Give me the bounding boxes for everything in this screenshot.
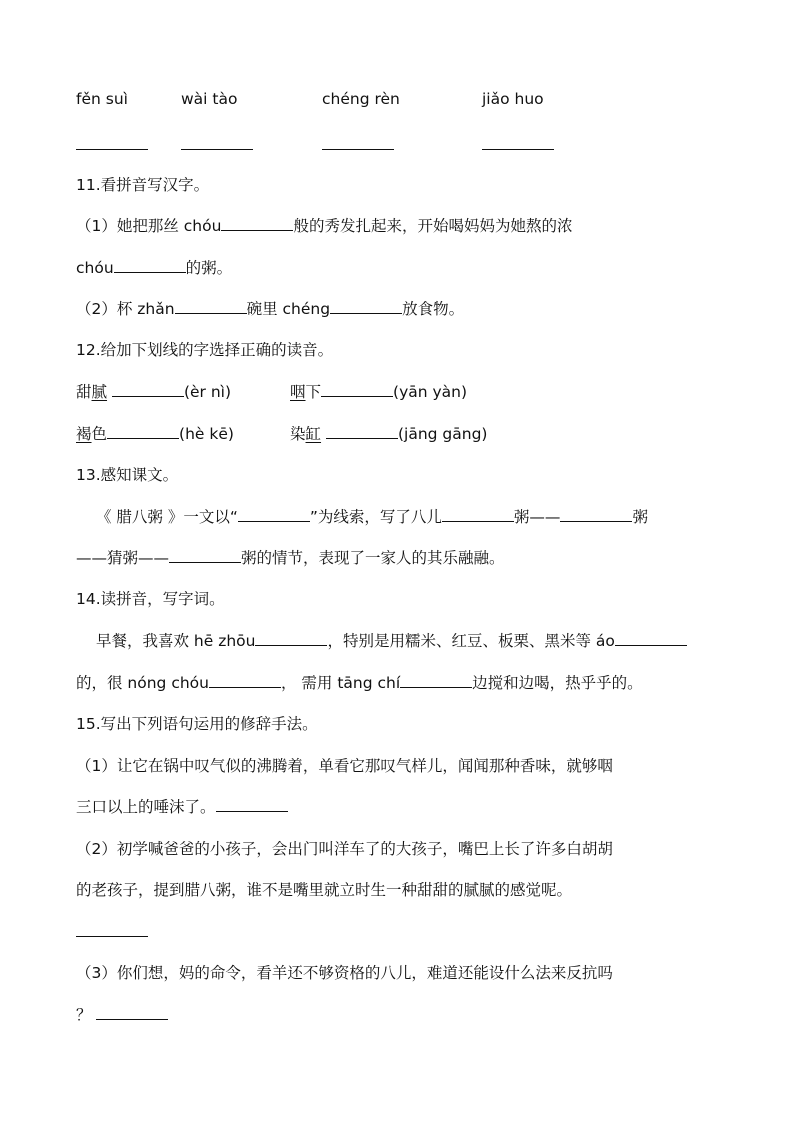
q15-sentence-2b: 的老孩子，提到腊八粥，谁不是嘴里就立时生一种甜甜的腻腻的感觉呢。 [76, 881, 573, 899]
answer-blank-2[interactable] [181, 134, 253, 156]
q11-blank-3[interactable] [175, 298, 247, 314]
q15-blank-2[interactable] [76, 921, 148, 937]
q13-blank-2[interactable] [442, 506, 514, 522]
q14-title: 14.读拼音，写字词。 [76, 590, 225, 608]
q14-blank-3[interactable] [209, 672, 281, 688]
q15-sentence-3a: （3）你们想，妈的命令，看羊还不够资格的八儿，难道还能设什么法来反抗吗 [76, 964, 613, 982]
q15-sentence-1b: 三口以上的唾沫了。 [76, 796, 288, 818]
q14-blank-2[interactable] [615, 630, 687, 646]
q12-blank-1[interactable] [112, 381, 184, 397]
q13-blank-4[interactable] [169, 547, 241, 563]
q11-blank-2[interactable] [114, 257, 186, 273]
q15-sentence-1a: （1）让它在锅中叹气似的沸腾着，单看它那叹气样儿，闻闻那种香味，就够咽 [76, 757, 613, 775]
pinyin-2: wài tào [181, 90, 238, 108]
pinyin-1: fěn suì [76, 90, 128, 108]
q12-blank-3[interactable] [107, 423, 179, 439]
q14-blank-1[interactable] [255, 630, 327, 646]
q11-line-3: （2）杯 zhǎn 碗里 chéng 放食物。 [76, 300, 465, 318]
answer-blank-1[interactable] [76, 134, 148, 156]
pinyin-4: jiǎo huo [482, 90, 544, 108]
q13-blank-1[interactable] [238, 506, 310, 522]
q12-item-2: 咽下 (yān yàn) [290, 383, 468, 401]
q15-blank-3[interactable] [96, 1004, 168, 1020]
q15-title: 15.写出下列语句运用的修辞手法。 [76, 715, 318, 733]
q15-sentence-3b: ？ [76, 1004, 168, 1026]
q13-line-2: ——猜粥—— 粥的情节，表现了一家人的其乐融融。 [76, 549, 505, 567]
q12-blank-4[interactable] [326, 423, 398, 439]
q11-line-1: （1）她把那丝 chóu 般的秀发扎起来，开始喝妈妈为她熬的浓 [76, 217, 573, 235]
q12-title: 12.给加下划线的字选择正确的读音。 [76, 341, 334, 359]
q11-title: 11.看拼音写汉字。 [76, 176, 210, 194]
q13-blank-3[interactable] [560, 506, 632, 522]
q15-blank-1[interactable] [216, 796, 288, 812]
q11-line-2: chóu 的粥。 [76, 259, 233, 277]
q14-line-2: 的，很 nóng chóu ， 需用 tāng chí 边搅和边喝，热乎乎的。 [76, 674, 643, 692]
q13-line-1: 《 腊八粥 》一文以“ ”为线索，写了八儿 粥—— 粥 [96, 508, 648, 526]
q12-item-3: 褐色 (hè kē) [76, 425, 234, 443]
q14-blank-4[interactable] [400, 672, 472, 688]
answer-blank-4[interactable] [482, 134, 554, 156]
q15-blank-2-line [76, 921, 148, 943]
q15-sentence-2a: （2）初学喊爸爸的小孩子，会出门叫洋车了的大孩子，嘴巴上长了许多白胡胡 [76, 840, 613, 858]
answer-blank-3[interactable] [322, 134, 394, 156]
pinyin-3: chéng rèn [322, 90, 400, 108]
q12-item-4: 染缸 (jāng gāng) [290, 425, 488, 443]
q12-blank-2[interactable] [321, 381, 393, 397]
q13-title: 13.感知课文。 [76, 466, 179, 484]
q11-blank-1[interactable] [221, 215, 293, 231]
q11-blank-4[interactable] [330, 298, 402, 314]
q12-item-1: 甜腻 (èr nì) [76, 383, 232, 401]
q14-line-1: 早餐，我喜欢 hē zhōu ，特别是用糯米、红豆、板栗、黑米等 áo [96, 630, 687, 652]
